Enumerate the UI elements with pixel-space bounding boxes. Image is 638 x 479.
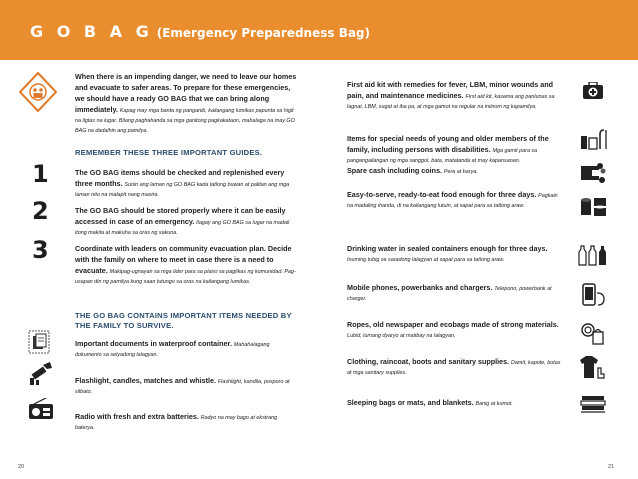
guide-item-2: The GO BAG should be stored properly where it can be easily accessed in case of an emergency. Ilagay ang GO BAG sa lugar na madali itong makita at makuha sa oras ng sakuna. xyxy=(75,206,290,236)
guide-item-1: The GO BAG items should be checked and replenished every three months. Suriin ang laman ng GO BAG kada tatlong buwan at palitan ang mga laman nito na malapit nang masira. xyxy=(75,168,290,198)
item-clothing: Clothing, raincoat, boots and sanitary supplies. Damit, kapote, botas at mga sanitary supplies. xyxy=(347,357,561,376)
guides-heading: REMEMBER THESE THREE IMPORTANT GUIDES. xyxy=(75,148,263,157)
item-flashlight: Flashlight, candles, matches and whistle. Flashlight, kandila, posporo at silbato. xyxy=(75,376,290,395)
clothing-icon xyxy=(580,354,606,380)
blanket-icon xyxy=(580,394,606,414)
page-title: G O B A G (Emergency Preparedness Bag) xyxy=(30,22,371,41)
radio-icon xyxy=(28,398,54,420)
page-number-right: 21 xyxy=(608,464,615,470)
guide-item-3: Coordinate with leaders on community evacuation plan. Decide with the family on where to meet in case there is a need to evacuate. Makipag-ugnayan sa mga lider para sa plano sa paglikas ng komunidad. Pag-usapan din ng pamilya kung saan tutungo sa oras na kailangang lumikas. xyxy=(75,244,296,285)
civil-defense-logo-icon xyxy=(19,72,57,112)
rope-icon xyxy=(580,322,606,346)
title-banner xyxy=(0,0,638,60)
contents-heading: THE GO BAG CONTAINS IMPORTANT ITEMS NEEDED BY THE FAMILY TO SURVIVE. xyxy=(75,311,292,330)
flashlight-icon xyxy=(28,362,54,386)
page-subtitle: (Emergency Preparedness Bag) xyxy=(156,26,371,40)
page-number-left: 20 xyxy=(18,464,25,470)
guide-number-2: 2 xyxy=(32,197,49,225)
water-bottles-icon xyxy=(578,244,608,266)
item-water: Drinking water in sealed containers enough for three days. Inuming tubig sa saradong lalagyan at sapat para sa tatlong araw. xyxy=(347,244,548,263)
item-food: Easy-to-serve, ready-to-eat food enough for three days. Pagkain na madaling ihanda, di na kailangang lutuin, at sapat para sa tatlong araw. xyxy=(347,190,558,209)
first-aid-kit-icon xyxy=(582,82,604,100)
wallet-icon xyxy=(580,162,606,184)
item-cash: Spare cash including coins. Pera at barya. xyxy=(347,166,478,175)
item-documents: Important documents in waterproof container. Mahahalagang dokumento sa selyadong lalagyan. xyxy=(75,339,270,358)
item-first-aid: First aid kit with remedies for fever, LBM, minor wounds and pain, and maintenance medicines. First aid kit, kasama ang panlunas sa lagnat, LBM, sugat at iba pa, at mga gamot na regular na iniinom ng kapamilya. xyxy=(347,80,555,110)
item-sleeping: Sleeping bags or mats, and blankets. Banig at kumot. xyxy=(347,398,513,407)
guide-number-1: 1 xyxy=(32,160,49,188)
item-special-needs: Items for special needs of young and older members of the family, including persons with disabilities. Mga gamit para sa pangangailangan ng mga sanggol, bata, matatanda at may kapansanan. xyxy=(347,134,549,164)
canned-food-icon xyxy=(580,195,608,217)
mobile-phone-icon xyxy=(582,283,606,307)
item-ropes: Ropes, old newspaper and ecobags made of strong materials. Lubid, lumang dyaryo at matibay na lalagyan. xyxy=(347,320,559,339)
intro-paragraph: When there is an impending danger, we need to leave our homes and evacuate to safer areas. To prepare for these emergencies, we should have a ready GO BAG that we can bring along immediately. Kapag may mga banta ng panganib, kailangang lumikas papunta sa higit na ligtas na lugar. Bilang paghahanda sa mga ganitong pagkakataon, mahalaga na may GO BAG na dadalhin ang pamilya. xyxy=(75,72,297,134)
special-needs-icon xyxy=(580,128,608,150)
guide-number-3: 3 xyxy=(32,236,49,264)
item-mobile: Mobile phones, powerbanks and chargers. Telepono, powerbank at charger. xyxy=(347,283,552,302)
document-folder-icon xyxy=(28,330,50,354)
item-radio: Radio with fresh and extra batteries. Radyo na may bago at ekstrang baterya. xyxy=(75,412,278,431)
